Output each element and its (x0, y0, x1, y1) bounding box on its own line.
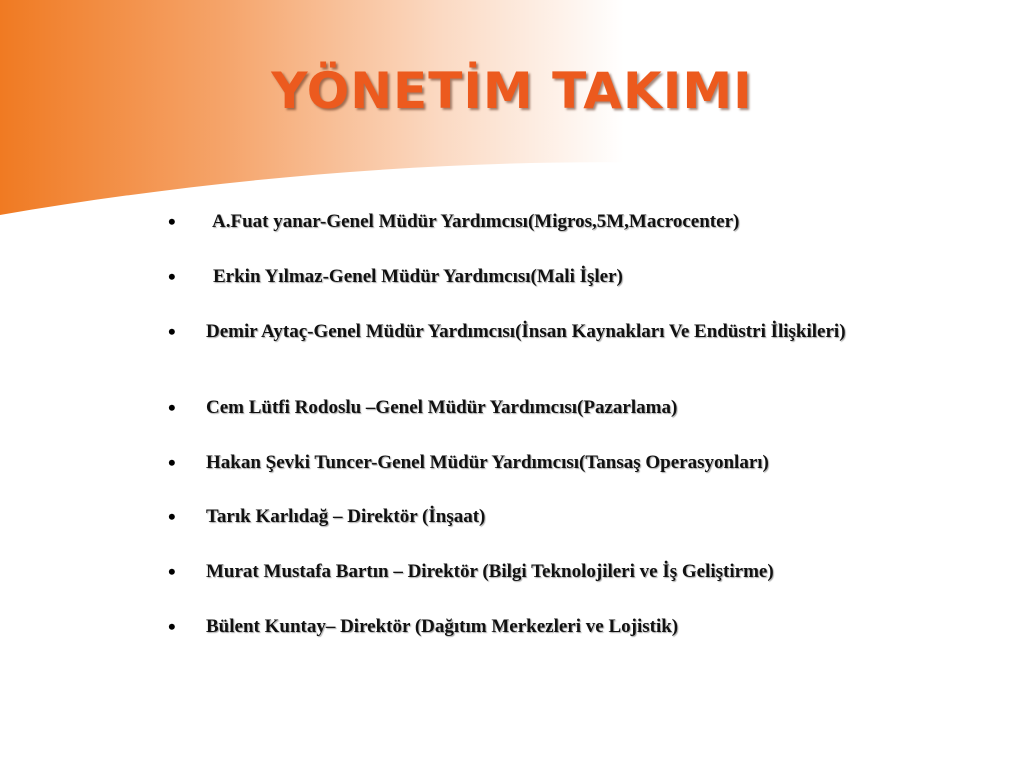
list-item-text: Bülent Kuntay– Direktör (Dağıtım Merkezleri ve Lojistik) (206, 616, 679, 637)
bullet-icon: • (168, 319, 176, 344)
bullet-icon: • (168, 264, 176, 289)
list-item-text: Cem Lütfi Rodoslu –Genel Müdür Yardımcısı(Pazarlama) (206, 397, 678, 418)
bullet-icon: • (168, 504, 176, 529)
list-item (168, 559, 908, 584)
bullet-icon: • (168, 395, 176, 420)
list-item-text: Erkin Yılmaz-Genel Müdür Yardımcısı(Mali İşler) (213, 266, 623, 287)
bullet-icon: • (168, 559, 176, 584)
list-item (168, 209, 908, 234)
slide-title: YÖNETİM TAKIMI (271, 62, 753, 120)
list-item (168, 450, 908, 475)
bullet-icon: • (168, 614, 176, 639)
list-item-text: Murat Mustafa Bartın – Direktör (Bilgi Teknolojileri ve İş Geliştirme) (206, 561, 774, 582)
list-item (168, 264, 908, 289)
bullet-icon: • (168, 209, 176, 234)
list-item (168, 319, 908, 344)
list-item (168, 395, 908, 420)
bullet-icon: • (168, 450, 176, 475)
list-item-text: A.Fuat yanar-Genel Müdür Yardımcısı(Migros,5M,Macrocenter) (212, 211, 740, 232)
list-item-text: Demir Aytaç-Genel Müdür Yardımcısı(İnsan Kaynakları Ve Endüstri İlişkileri) (206, 321, 846, 342)
list-item (168, 614, 908, 639)
list-item (168, 504, 908, 529)
list-item-text: Hakan Şevki Tuncer-Genel Müdür Yardımcısı(Tansaş Operasyonları) (206, 452, 769, 473)
list-item-text: Tarık Karlıdağ – Direktör (İnşaat) (206, 506, 486, 527)
